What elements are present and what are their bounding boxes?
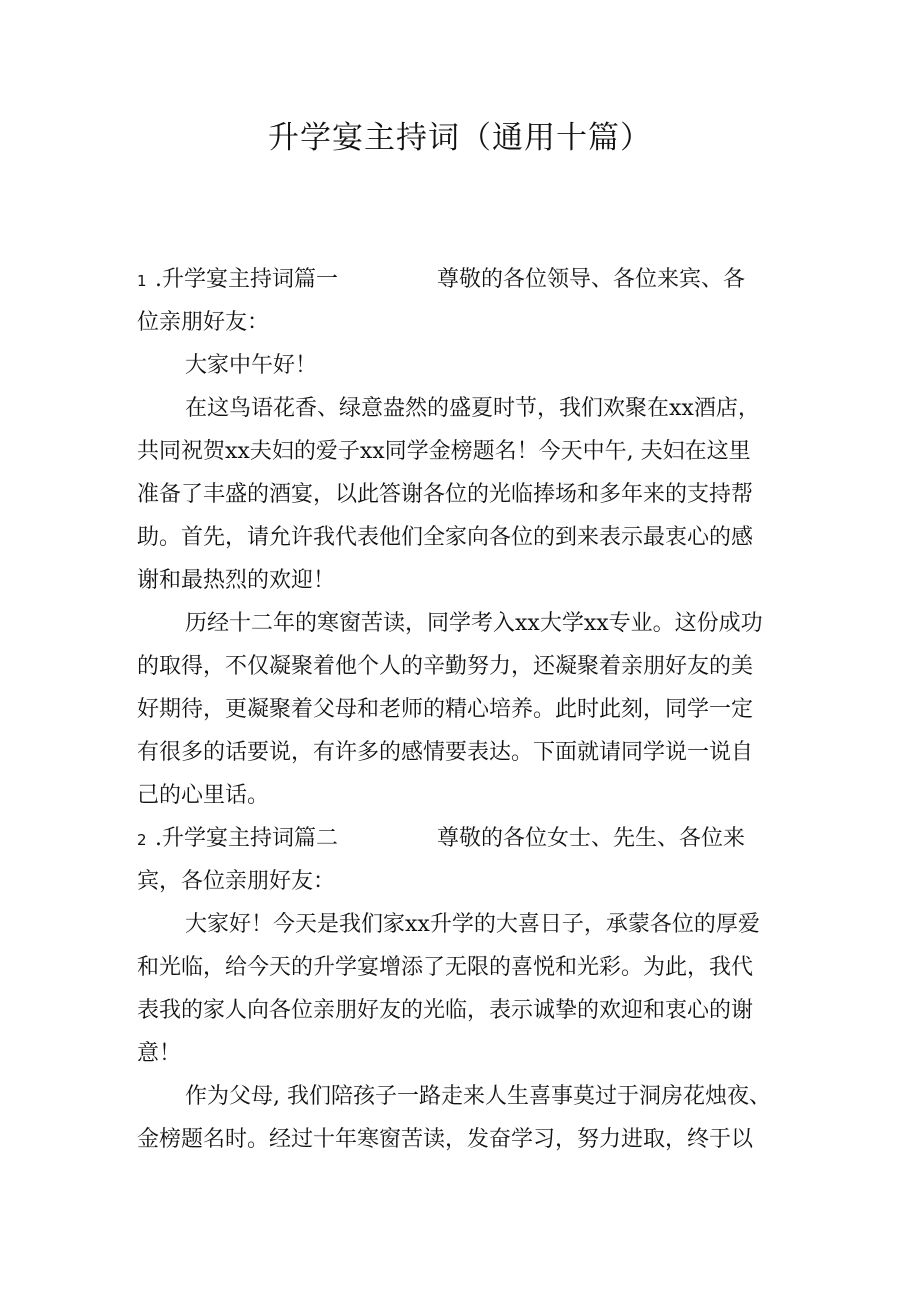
paragraph-line: 有很多的话要说，有许多的感情要表达。下面就请同学说一说自: [137, 740, 754, 765]
paragraph-line: 表我的家人向各位亲朋好友的光临，表示诚挚的欢迎和衷心的谢: [137, 998, 754, 1023]
paragraph-line: 谢和最热烈的欢迎！: [137, 568, 336, 593]
paragraph-line: 作为父母, 我们陪孩子一路走来人生喜事莫过于洞房花烛夜、: [185, 1084, 771, 1109]
section-heading-cont: 位亲朋好友：: [137, 310, 270, 335]
section-heading-text: .升学宴主持词篇二: [155, 826, 338, 851]
section-heading-rest: 尊敬的各位女士、先生、各位来: [437, 826, 746, 851]
paragraph-line: 准备了丰盛的酒宴，以此答谢各位的光临捧场和多年来的支持帮: [137, 482, 754, 507]
paragraph-line: 助。首先，请允许我代表他们全家向各位的到来表示最衷心的感: [137, 525, 754, 550]
section-number: 1: [137, 272, 147, 290]
paragraph-line: 己的心里话。: [137, 783, 270, 808]
paragraph-line: 大家好！今天是我们家xx升学的大喜日子，承蒙各位的厚爱: [185, 912, 760, 937]
paragraph-line: 意！: [137, 1041, 182, 1066]
paragraph-line: 历经十二年的寒窗苦读，同学考入xx大学xx专业。这份成功: [185, 611, 763, 636]
paragraph-line: 金榜题名时。经过十年寒窗苦读，发奋学习，努力进取，终于以: [137, 1127, 754, 1152]
section-heading-text: .升学宴主持词篇一: [155, 267, 338, 292]
paragraph-line: 大家中午好！: [185, 353, 318, 378]
section-heading-cont: 宾，各位亲朋好友：: [137, 869, 336, 894]
paragraph-line: 好期待，更凝聚着父母和老师的精心培养。此时此刻，同学一定: [137, 697, 754, 722]
document-title: 升学宴主持词（通用十篇）: [268, 120, 652, 156]
paragraph-line: 共同祝贺xx夫妇的爱子xx同学金榜题名！今天中午, 夫妇在这里: [137, 439, 751, 464]
paragraph-line: 在这鸟语花香、绿意盎然的盛夏时节，我们欢聚在xx酒店，: [185, 396, 760, 421]
section-heading-rest: 尊敬的各位领导、各位来宾、各: [437, 267, 746, 292]
section-heading: [137, 258, 787, 301]
document-body: [137, 258, 787, 1161]
paragraph-line: 和光临，给今天的升学宴增添了无限的喜悦和光彩。为此，我代: [137, 955, 754, 980]
section-heading: [137, 817, 787, 860]
paragraph-line: 的取得，不仅凝聚着他个人的辛勤努力，还凝聚着亲朋好友的美: [137, 654, 754, 679]
section-number: 2: [137, 831, 147, 849]
